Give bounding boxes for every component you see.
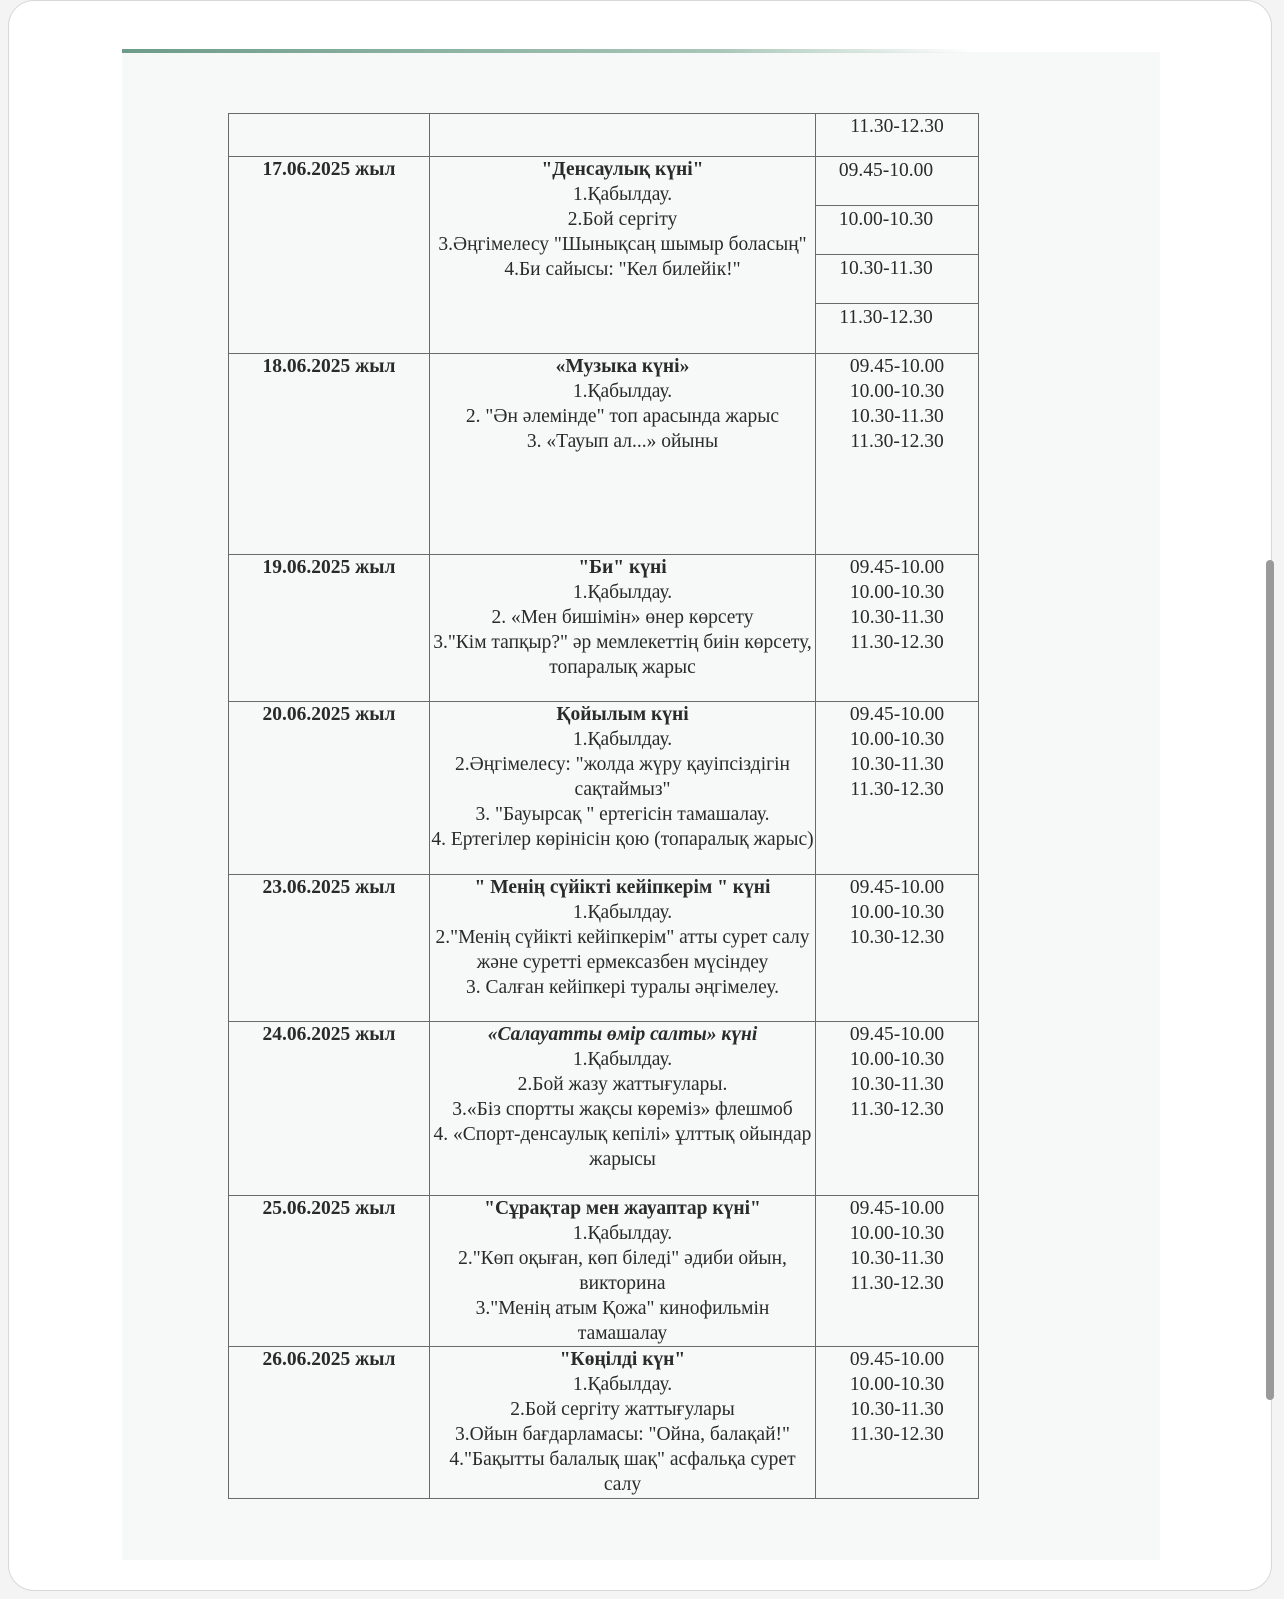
activity-title: "Көңілді күн" — [559, 1349, 686, 1370]
activity-item: 4."Бақытты балалық шақ" асфальқа сурет салу — [449, 1449, 796, 1495]
time-slot: 09.45-10.00 — [849, 1024, 945, 1045]
activity-item: 4. Ертегілер көрінісін қою (топаралық жарыс) — [431, 829, 814, 850]
time-slot: 10.30-11.30 — [850, 754, 944, 775]
activity-item: 2.Әңгімелесу: "жолда жүру қауіпсіздігін сақтаймыз" — [455, 754, 790, 800]
time-slot: 09.45-10.00 — [816, 157, 978, 206]
activity-title: Қойылым күні — [556, 704, 689, 725]
activity-item: 4. «Спорт-денсаулық кепілі» ұлттық ойындар жарысы — [433, 1124, 812, 1170]
time-slot: 09.45-10.00 — [849, 1349, 945, 1370]
activity-item: 3. "Бауырсақ " ертегісін тамашалау. — [475, 804, 770, 825]
time-slot: 10.00-10.30 — [816, 206, 978, 255]
activity-cell — [430, 1196, 816, 1347]
activity-title: " Менің сүйікті кейіпкерім " күні — [474, 877, 771, 898]
activity-item: 3."Менің атым Қожа" кинофильмін тамашалау — [475, 1298, 770, 1344]
time-cell — [816, 1022, 979, 1196]
time-slot: 10.30-11.30 — [850, 1248, 944, 1269]
time-slot: 10.00-10.30 — [849, 1374, 945, 1395]
time-slot: 09.45-10.00 — [849, 704, 945, 725]
activity-item: 1.Қабылдау. — [572, 729, 673, 750]
activity-item: 2."Менің сүйікті кейіпкерім" атты сурет салу және суретті ермексазбен мүсіндеу — [435, 927, 810, 973]
date-cell — [229, 702, 430, 875]
schedule-row — [229, 114, 979, 157]
time-slot: 10.00-10.30 — [849, 902, 945, 923]
time-slot: 10.30-11.30 — [850, 607, 944, 628]
activity-cell — [430, 702, 816, 875]
activity-cell — [430, 1347, 816, 1499]
time-slot: 10.00-10.30 — [849, 1223, 945, 1244]
activity-item: 1.Қабылдау. — [572, 1049, 673, 1070]
time-slot: 09.45-10.00 — [849, 356, 945, 377]
activity-item: 1.Қабылдау. — [572, 1374, 673, 1395]
activity-item: 1.Қабылдау. — [572, 381, 673, 402]
activity-title: «Салауатты өмір салты» күні — [487, 1024, 758, 1045]
date-cell — [229, 555, 430, 702]
time-slot: 11.30-12.30 — [850, 431, 944, 452]
schedule-row — [229, 702, 979, 875]
time-slot: 10.30-12.30 — [849, 927, 945, 948]
activity-title: «Музыка күні» — [555, 356, 690, 377]
date-label: 18.06.2025 жыл — [262, 356, 396, 377]
time-slot: 11.30-12.30 — [850, 632, 944, 653]
schedule-row — [229, 875, 979, 1022]
time-cell — [816, 702, 979, 875]
activity-cell — [430, 354, 816, 555]
activity-title: "Сұрақтар мен жауаптар күні" — [484, 1198, 761, 1219]
activity-title: "Би" күні — [578, 557, 667, 578]
time-slot: 11.30-12.30 — [850, 116, 944, 137]
date-label: 20.06.2025 жыл — [262, 704, 396, 725]
time-slot: 10.30-11.30 — [850, 406, 944, 427]
activity-cell — [430, 555, 816, 702]
activity-item: 3. Салған кейіпкері туралы әңгімелеу. — [465, 977, 780, 998]
time-cell — [816, 157, 979, 354]
activity-title: "Денсаулық күні" — [541, 159, 704, 180]
time-cell — [816, 875, 979, 1022]
date-label: 26.06.2025 жыл — [262, 1349, 396, 1370]
date-cell — [229, 1022, 430, 1196]
time-slots — [816, 157, 978, 353]
time-cell — [816, 1347, 979, 1499]
time-slot: 09.45-10.00 — [849, 557, 945, 578]
activity-item: 2."Көп оқыған, көп біледі" әдиби ойын, викторина — [458, 1248, 787, 1294]
time-slot: 11.30-12.30 — [850, 1273, 944, 1294]
time-slot: 10.00-10.30 — [849, 729, 945, 750]
time-slot: 11.30-12.30 — [850, 1424, 944, 1445]
time-slot: 09.45-10.00 — [849, 1198, 945, 1219]
activity-item: 1.Қабылдау. — [572, 184, 673, 205]
page-top-rule — [122, 49, 972, 53]
activity-item: 3."Кім тапқыр?" әр мемлекеттің биін көрсету, топаралық жарыс — [433, 632, 812, 678]
activity-cell — [430, 114, 816, 157]
activity-item: 3. «Тауып ал...» ойыны — [526, 431, 719, 452]
time-slot: 11.30-12.30 — [850, 1099, 944, 1120]
activity-item: 3.«Біз спортты жақсы көреміз» флешмоб — [452, 1099, 793, 1120]
date-cell — [229, 157, 430, 354]
date-label: 19.06.2025 жыл — [262, 557, 396, 578]
activity-item: 2.Бой жазу жаттығулары. — [517, 1074, 728, 1095]
time-cell — [816, 555, 979, 702]
time-slot: 10.30-11.30 — [850, 1399, 944, 1420]
date-label: 24.06.2025 жыл — [262, 1024, 396, 1045]
time-slot: 10.00-10.30 — [849, 582, 945, 603]
date-cell — [229, 114, 430, 157]
time-slot: 11.30-12.30 — [850, 779, 944, 800]
schedule-row — [229, 354, 979, 555]
date-label: 23.06.2025 жыл — [262, 877, 396, 898]
time-slot: 11.30-12.30 — [839, 307, 933, 328]
time-cell — [816, 114, 979, 157]
time-slot: 10.00-10.30 — [849, 381, 945, 402]
schedule-row — [229, 1022, 979, 1196]
date-cell — [229, 354, 430, 555]
time-slot: 10.30-11.30 — [850, 1074, 944, 1095]
activity-cell — [430, 875, 816, 1022]
time-slot: 10.00-10.30 — [849, 1049, 945, 1070]
schedule-row — [229, 1347, 979, 1499]
activity-item: 2. "Ән әлемінде" топ арасында жарыс — [465, 406, 780, 427]
activity-item: 2. «Мен бишімін» өнер көрсету — [491, 607, 754, 628]
time-slot: 09.45-10.00 — [849, 877, 945, 898]
schedule-rows — [229, 114, 979, 1499]
date-cell — [229, 1347, 430, 1499]
time-cell — [816, 354, 979, 555]
date-label: 17.06.2025 жыл — [262, 159, 396, 180]
date-cell — [229, 1196, 430, 1347]
schedule-row — [229, 157, 979, 354]
schedule-row — [229, 555, 979, 702]
schedule-row — [229, 1196, 979, 1347]
date-label: 25.06.2025 жыл — [262, 1198, 396, 1219]
activity-item: 4.Би сайысы: "Кел билейік!" — [504, 259, 741, 280]
time-cell — [816, 1196, 979, 1347]
activity-item: 1.Қабылдау. — [572, 902, 673, 923]
date-cell — [229, 875, 430, 1022]
time-slot: 10.30-11.30 — [816, 255, 978, 304]
vertical-scrollbar[interactable] — [1266, 560, 1274, 1400]
activity-item: 1.Қабылдау. — [572, 1223, 673, 1244]
activity-cell — [430, 1022, 816, 1196]
activity-item: 1.Қабылдау. — [572, 582, 673, 603]
activity-item: 3.Әңгімелесу "Шынықсаң шымыр боласың" — [438, 234, 807, 255]
schedule-table — [228, 113, 979, 1499]
activity-item: 2.Бой сергіту жаттығулары — [510, 1399, 735, 1420]
activity-cell — [430, 157, 816, 354]
activity-item: 2.Бой сергіту — [567, 209, 678, 230]
activity-item: 3.Ойын бағдарламасы: "Ойна, балақай!" — [455, 1424, 790, 1445]
